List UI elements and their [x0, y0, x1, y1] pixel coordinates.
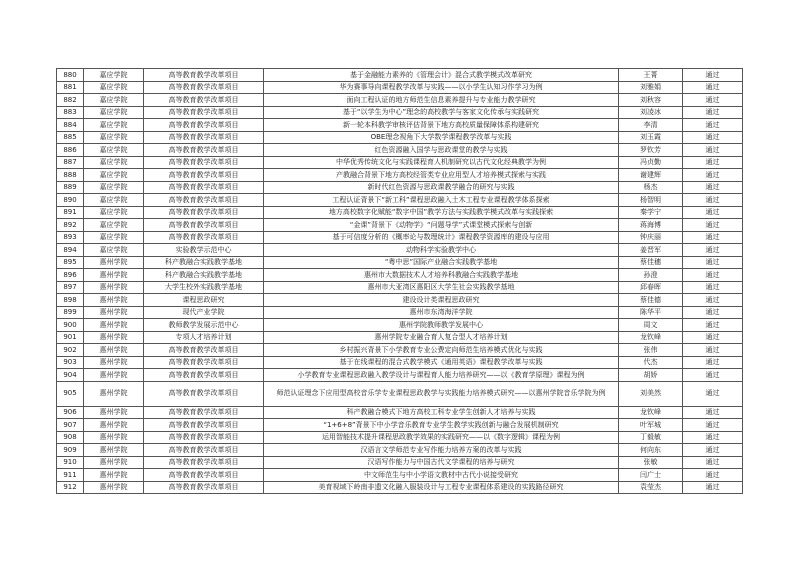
project-category-cell: 高等教育教学改革项目	[144, 69, 264, 82]
school-name-cell: 嘉应学院	[84, 94, 144, 107]
row-number-cell: 886	[57, 144, 84, 157]
project-category-cell: 高等教育教学改革项目	[144, 169, 264, 182]
project-leader-cell: 王菁	[619, 69, 683, 82]
school-name-cell: 嘉应学院	[84, 219, 144, 232]
project-leader-cell: 蒋海博	[619, 219, 683, 232]
project-leader-cell: 李清	[619, 119, 683, 132]
review-result-cell: 通过	[683, 381, 743, 406]
project-title-cell: 美育视域下岭南非遗文化融入服装设计与工程专业课程体系建设的实践路径研究	[264, 481, 619, 494]
review-result-cell: 通过	[683, 244, 743, 257]
row-number-cell: 893	[57, 231, 84, 244]
row-number-cell: 888	[57, 169, 84, 182]
school-name-cell: 惠州学院	[84, 256, 144, 269]
project-category-cell: 高等教育教学改革项目	[144, 344, 264, 357]
project-leader-cell: 刘凌冰	[619, 106, 683, 119]
project-category-cell: 高等教育教学改革项目	[144, 444, 264, 457]
project-leader-cell: 秦学宁	[619, 206, 683, 219]
table-row	[57, 331, 743, 344]
project-category-cell: 专项人才培养计划	[144, 331, 264, 344]
project-category-cell: 高等教育教学改革项目	[144, 369, 264, 382]
project-category-cell: 科产教融合实践教学基地	[144, 256, 264, 269]
table-row	[57, 231, 743, 244]
school-name-cell: 惠州学院	[84, 294, 144, 307]
school-name-cell: 嘉应学院	[84, 156, 144, 169]
project-title-cell: 面向工程认证的地方师范生信息素养提升与专业能力教学研究	[264, 94, 619, 107]
project-category-cell: 高等教育教学改革项目	[144, 194, 264, 207]
review-result-cell: 通过	[683, 431, 743, 444]
project-leader-cell: 叶军城	[619, 419, 683, 432]
row-number-cell: 912	[57, 481, 84, 494]
table-row	[57, 156, 743, 169]
project-leader-cell: 谢建辉	[619, 169, 683, 182]
project-category-cell: 高等教育教学改革项目	[144, 419, 264, 432]
row-number-cell: 892	[57, 219, 84, 232]
table-row	[57, 306, 743, 319]
review-result-cell: 通过	[683, 156, 743, 169]
review-result-cell: 通过	[683, 119, 743, 132]
review-result-cell: 通过	[683, 306, 743, 319]
project-category-cell: 高等教育教学改革项目	[144, 106, 264, 119]
table-row	[57, 244, 743, 257]
table-row	[57, 256, 743, 269]
project-title-cell: 科产教融合模式下地方高校工科专业学生创新人才培养与实践	[264, 406, 619, 419]
table-row	[57, 119, 743, 132]
project-title-cell: 惠州市大亚湾区惠阳区大学生社会实践教学基地	[264, 281, 619, 294]
project-leader-cell: 龙钦峰	[619, 406, 683, 419]
row-number-cell: 891	[57, 206, 84, 219]
project-category-cell: 高等教育教学改革项目	[144, 231, 264, 244]
row-number-cell: 901	[57, 331, 84, 344]
review-result-cell: 通过	[683, 331, 743, 344]
row-number-cell: 883	[57, 106, 84, 119]
review-result-cell: 通过	[683, 181, 743, 194]
project-title-cell: 基于可信度分析的《概率论与数理统计》课程教学资源库的建设与应用	[264, 231, 619, 244]
project-category-cell: 高等教育教学改革项目	[144, 94, 264, 107]
school-name-cell: 嘉应学院	[84, 119, 144, 132]
table-row	[57, 469, 743, 482]
review-result-cell: 通过	[683, 131, 743, 144]
review-result-cell: 通过	[683, 481, 743, 494]
school-name-cell: 惠州学院	[84, 331, 144, 344]
project-leader-cell: 钟庆丽	[619, 231, 683, 244]
project-leader-cell: 刘雅娟	[619, 81, 683, 94]
table-row	[57, 94, 743, 107]
project-category-cell: 高等教育教学改革项目	[144, 156, 264, 169]
project-category-cell: 高等教育教学改革项目	[144, 356, 264, 369]
review-result-cell: 通过	[683, 469, 743, 482]
project-title-cell: 产教融合背景下地方高校经管类专业应用型人才培养模式探索与实践	[264, 169, 619, 182]
project-title-cell: 惠州学院专业融合育人复合型人才培养计划	[264, 331, 619, 344]
school-name-cell: 惠州学院	[84, 444, 144, 457]
project-leader-cell: 杨智明	[619, 194, 683, 207]
project-category-cell: 高等教育教学改革项目	[144, 406, 264, 419]
table-row	[57, 194, 743, 207]
school-name-cell: 嘉应学院	[84, 244, 144, 257]
project-category-cell: 现代产业学院	[144, 306, 264, 319]
project-category-cell: 高等教育教学改革项目	[144, 456, 264, 469]
project-title-cell: 惠州学院教师教学发展中心	[264, 319, 619, 332]
project-title-cell: 动物科学实验教学中心	[264, 244, 619, 257]
school-name-cell: 嘉应学院	[84, 206, 144, 219]
school-name-cell: 嘉应学院	[84, 169, 144, 182]
project-title-cell: 汉语言文学师范专业写作能力培养方案的改革与实践	[264, 444, 619, 457]
review-result-cell: 通过	[683, 344, 743, 357]
project-title-cell: 基于金融能力素养的《管理会计》混合式教学模式改革研究	[264, 69, 619, 82]
project-title-cell: 工程认证背景下“新工科”课程思政融入土木工程专业课程教学体系探索	[264, 194, 619, 207]
project-title-cell: 地方高校数字化赋能“数字中国”教学方法与实践教学模式改革与实践探索	[264, 206, 619, 219]
row-number-cell: 885	[57, 131, 84, 144]
row-number-cell: 902	[57, 344, 84, 357]
project-leader-cell: 龙钦峰	[619, 331, 683, 344]
school-name-cell: 嘉应学院	[84, 131, 144, 144]
project-title-cell: 红色资源融入国学与思政课堂的教学与实践	[264, 144, 619, 157]
review-result-cell: 通过	[683, 444, 743, 457]
project-title-cell: 基于在线课程的混合式教学模式《通用英语》课程教学改革与实践	[264, 356, 619, 369]
school-name-cell: 惠州学院	[84, 419, 144, 432]
table-row	[57, 106, 743, 119]
project-leader-cell: 冯贞勤	[619, 156, 683, 169]
row-number-cell: 907	[57, 419, 84, 432]
project-category-cell: 高等教育教学改革项目	[144, 219, 264, 232]
project-leader-cell: 陈华平	[619, 306, 683, 319]
project-category-cell: 高等教育教学改革项目	[144, 381, 264, 406]
project-leader-cell: 蔡佳穗	[619, 256, 683, 269]
project-title-cell: 新时代红色资源与思政课教学融合的研究与实践	[264, 181, 619, 194]
project-leader-cell: 刘秋容	[619, 94, 683, 107]
table-row	[57, 419, 743, 432]
project-category-cell: 高等教育教学改革项目	[144, 181, 264, 194]
project-title-cell: 新一轮本科教学审核评估背景下地方高校质量保障体系构建研究	[264, 119, 619, 132]
school-name-cell: 嘉应学院	[84, 81, 144, 94]
project-leader-cell: 张伟	[619, 344, 683, 357]
project-category-cell: 高等教育教学改革项目	[144, 481, 264, 494]
project-title-cell: 中文师范生与中小学语文教材中古代小说接受研究	[264, 469, 619, 482]
table-row	[57, 481, 743, 494]
project-title-cell: 中华优秀传统文化与实践课程育人机制研究以古代文化经典教学为例	[264, 156, 619, 169]
school-name-cell: 嘉应学院	[84, 231, 144, 244]
project-title-cell: 小学教育专业课程思政融入教学设计与课程育人能力培养研究——以《教育学原理》课程为例	[264, 369, 619, 382]
school-name-cell: 惠州学院	[84, 369, 144, 382]
school-name-cell: 惠州学院	[84, 306, 144, 319]
review-result-cell: 通过	[683, 144, 743, 157]
table-row	[57, 281, 743, 294]
project-category-cell: 高等教育教学改革项目	[144, 131, 264, 144]
review-result-cell: 通过	[683, 456, 743, 469]
school-name-cell: 惠州学院	[84, 344, 144, 357]
project-leader-cell: 杨杰	[619, 181, 683, 194]
table-row	[57, 69, 743, 82]
school-name-cell: 嘉应学院	[84, 106, 144, 119]
table-row	[57, 81, 743, 94]
project-title-cell: 汉语写作能力与中国古代文学课程的培养与研究	[264, 456, 619, 469]
review-result-cell: 通过	[683, 419, 743, 432]
project-category-cell: 高等教育教学改革项目	[144, 206, 264, 219]
row-number-cell: 882	[57, 94, 84, 107]
table-row	[57, 144, 743, 157]
school-name-cell: 惠州学院	[84, 469, 144, 482]
row-number-cell: 896	[57, 269, 84, 282]
project-category-cell: 高等教育教学改革项目	[144, 431, 264, 444]
project-category-cell: 实验教学示范中心	[144, 244, 264, 257]
school-name-cell: 嘉应学院	[84, 144, 144, 157]
project-category-cell: 科产教融合实践教学基地	[144, 269, 264, 282]
review-result-cell: 通过	[683, 319, 743, 332]
school-name-cell: 惠州学院	[84, 456, 144, 469]
row-number-cell: 889	[57, 181, 84, 194]
row-number-cell: 899	[57, 306, 84, 319]
table-row	[57, 444, 743, 457]
project-title-cell: “1+6+8”背景下中小学音乐教育专业学生教学实践创新与融合发展机制研究	[264, 419, 619, 432]
review-result-cell: 通过	[683, 256, 743, 269]
project-category-cell: 高等教育教学改革项目	[144, 81, 264, 94]
row-number-cell: 905	[57, 381, 84, 406]
school-name-cell: 嘉应学院	[84, 69, 144, 82]
review-result-cell: 通过	[683, 406, 743, 419]
project-leader-cell: 代杰	[619, 356, 683, 369]
project-leader-cell: 刘美然	[619, 381, 683, 406]
project-leader-cell: 姜晋军	[619, 244, 683, 257]
review-result-cell: 通过	[683, 206, 743, 219]
project-leader-cell: 刘玉霞	[619, 131, 683, 144]
table-row	[57, 319, 743, 332]
project-category-cell: 教师教学发展示范中心	[144, 319, 264, 332]
project-title-cell: 基于“以学生为中心”理念的高校教学与客家文化传承与实践研究	[264, 106, 619, 119]
project-table	[56, 68, 743, 494]
row-number-cell: 910	[57, 456, 84, 469]
row-number-cell: 881	[57, 81, 84, 94]
school-name-cell: 嘉应学院	[84, 194, 144, 207]
table-row	[57, 456, 743, 469]
school-name-cell: 惠州学院	[84, 481, 144, 494]
project-title-cell: 惠州市东湾海洋学院	[264, 306, 619, 319]
table-row	[57, 181, 743, 194]
project-title-cell: “粤中思”国际产业融合实践教学基地	[264, 256, 619, 269]
project-table-body	[57, 69, 743, 494]
project-leader-cell: 周文	[619, 319, 683, 332]
project-title-cell: 建设设计类课程思政研究	[264, 294, 619, 307]
table-row	[57, 369, 743, 382]
row-number-cell: 909	[57, 444, 84, 457]
school-name-cell: 惠州学院	[84, 319, 144, 332]
row-number-cell: 906	[57, 406, 84, 419]
table-row	[57, 431, 743, 444]
project-leader-cell: 孙澄	[619, 269, 683, 282]
review-result-cell: 通过	[683, 356, 743, 369]
review-result-cell: 通过	[683, 369, 743, 382]
project-leader-cell: 蔡佳德	[619, 294, 683, 307]
school-name-cell: 惠州学院	[84, 281, 144, 294]
school-name-cell: 惠州学院	[84, 269, 144, 282]
review-result-cell: 通过	[683, 231, 743, 244]
project-category-cell: 高等教育教学改革项目	[144, 144, 264, 157]
table-row	[57, 344, 743, 357]
project-leader-cell: 罗钦芳	[619, 144, 683, 157]
row-number-cell: 880	[57, 69, 84, 82]
review-result-cell: 通过	[683, 194, 743, 207]
row-number-cell: 903	[57, 356, 84, 369]
review-result-cell: 通过	[683, 94, 743, 107]
row-number-cell: 887	[57, 156, 84, 169]
row-number-cell: 890	[57, 194, 84, 207]
project-category-cell: 高等教育教学改革项目	[144, 469, 264, 482]
table-row	[57, 169, 743, 182]
table-row	[57, 219, 743, 232]
project-leader-cell: 邱春晖	[619, 281, 683, 294]
project-title-cell: 惠州市大数据技术人才培养科教融合实践教学基地	[264, 269, 619, 282]
row-number-cell: 911	[57, 469, 84, 482]
project-leader-cell: 张敏	[619, 456, 683, 469]
review-result-cell: 通过	[683, 81, 743, 94]
project-title-cell: 华为赛事导向课程教学改革与实践——以小学生认知习作学习为例	[264, 81, 619, 94]
row-number-cell: 897	[57, 281, 84, 294]
school-name-cell: 惠州学院	[84, 356, 144, 369]
project-category-cell: 高等教育教学改革项目	[144, 119, 264, 132]
row-number-cell: 898	[57, 294, 84, 307]
review-result-cell: 通过	[683, 106, 743, 119]
project-leader-cell: 何向东	[619, 444, 683, 457]
table-row	[57, 356, 743, 369]
row-number-cell: 884	[57, 119, 84, 132]
review-result-cell: 通过	[683, 169, 743, 182]
row-number-cell: 900	[57, 319, 84, 332]
project-leader-cell: 丁毅敏	[619, 431, 683, 444]
school-name-cell: 嘉应学院	[84, 181, 144, 194]
project-leader-cell: 胡娇	[619, 369, 683, 382]
review-result-cell: 通过	[683, 281, 743, 294]
project-leader-cell: 闫广士	[619, 469, 683, 482]
row-number-cell: 894	[57, 244, 84, 257]
project-title-cell: 师范认证理念下应用型高校音乐学专业课程思政教学与实践能力培养模式研究——以惠州学院音乐学院为例	[264, 381, 619, 406]
project-category-cell: 课程思政研究	[144, 294, 264, 307]
project-title-cell: OBE理念视角下大学数学课程教学改革与实践	[264, 131, 619, 144]
table-row	[57, 406, 743, 419]
project-title-cell: 乡村振兴背景下小学教育专业公费定向师范生培养模式优化与实践	[264, 344, 619, 357]
table-row	[57, 269, 743, 282]
project-leader-cell: 袁莹杰	[619, 481, 683, 494]
table-row	[57, 294, 743, 307]
review-result-cell: 通过	[683, 69, 743, 82]
school-name-cell: 惠州学院	[84, 381, 144, 406]
table-row	[57, 131, 743, 144]
review-result-cell: 通过	[683, 269, 743, 282]
review-result-cell: 通过	[683, 219, 743, 232]
table-row	[57, 206, 743, 219]
school-name-cell: 惠州学院	[84, 406, 144, 419]
project-title-cell: “金课”背景下《动物学》“问题导学”式课堂模式探索与创新	[264, 219, 619, 232]
row-number-cell: 908	[57, 431, 84, 444]
review-result-cell: 通过	[683, 294, 743, 307]
table-row	[57, 381, 743, 406]
school-name-cell: 惠州学院	[84, 431, 144, 444]
project-title-cell: 运用智能技术提升课程思政教学效果的实践研究——以《数字逻辑》课程为例	[264, 431, 619, 444]
row-number-cell: 904	[57, 369, 84, 382]
row-number-cell: 895	[57, 256, 84, 269]
project-category-cell: 大学生校外实践教学基地	[144, 281, 264, 294]
